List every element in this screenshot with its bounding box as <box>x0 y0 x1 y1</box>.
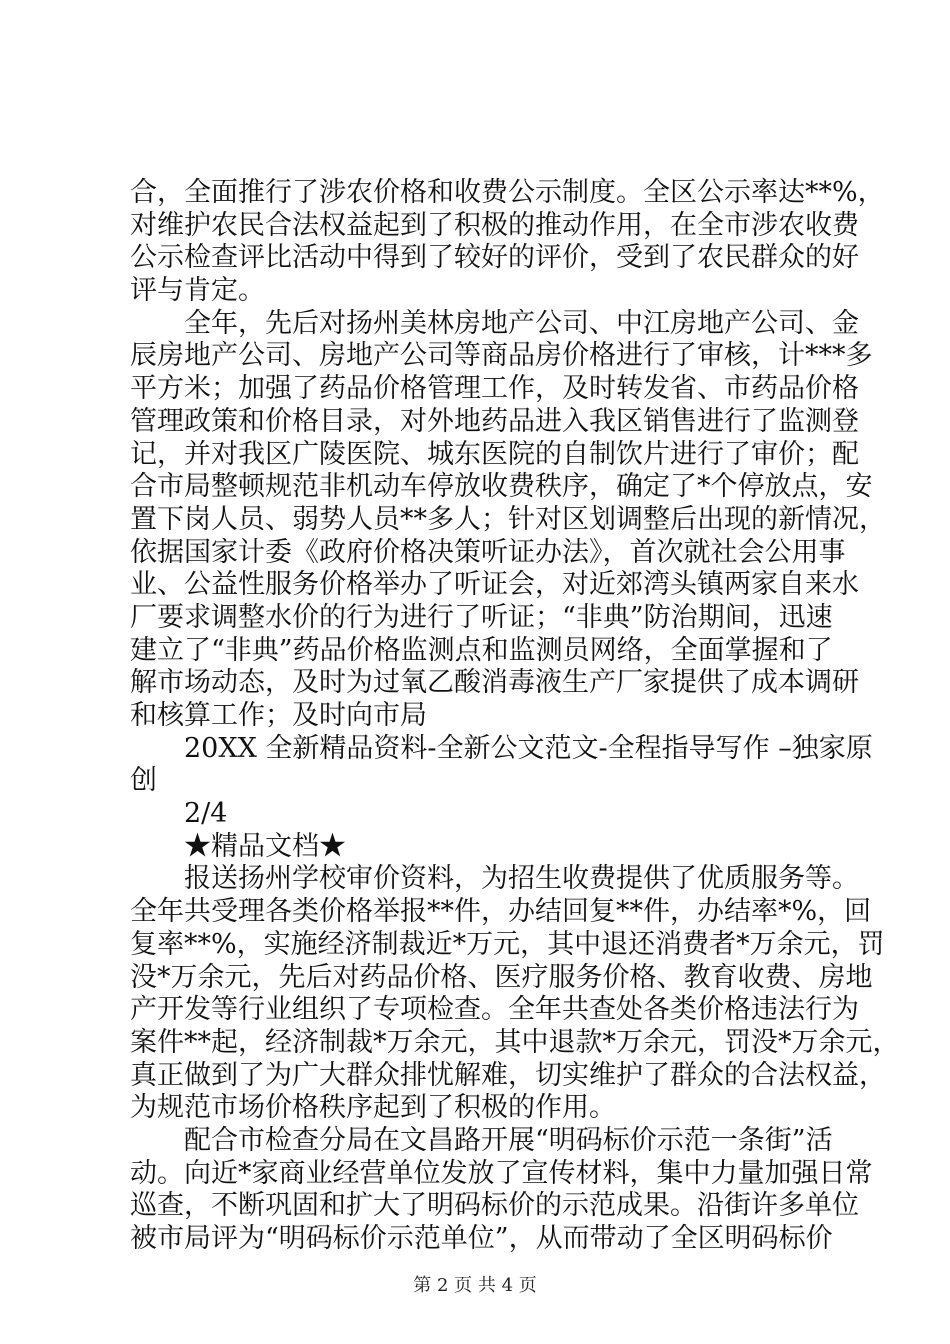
paragraph-line: 配合市检查分局在文昌路开展“明码标价示范一条街”活 <box>184 1125 833 1156</box>
page-fraction: 2/4 <box>184 798 228 829</box>
promo-line: 创 <box>130 765 157 796</box>
paragraph-line: 管理政策和价格目录，对外地药品进入我区销售进行了监测登 <box>130 406 859 437</box>
paragraph-line: 和核算工作；及时向市局 <box>130 700 427 731</box>
paragraph-line: 解市场动态，及时为过氧乙酸消毒液生产厂家提供了成本调研 <box>130 667 859 698</box>
paragraph-line: 真正做到了为广大群众排忧解难，切实维护了群众的合法权益， <box>130 1060 886 1091</box>
paragraph-line: 巡查，不断巩固和扩大了明码标价的示范成果。沿街许多单位 <box>130 1190 859 1221</box>
paragraph-line: 合，全面推行了涉农价格和收费公示制度。全区公示率达**%， <box>130 177 885 208</box>
paragraph-line: 依据国家计委《政府价格决策听证办法》，首次就社会公用事 <box>130 537 846 568</box>
paragraph-line: 案件**起，经济制裁*万余元，其中退款*万余元，罚没*万余元， <box>130 1027 900 1058</box>
paragraph-line: 复率**%，实施经济制裁近*万元，其中退还消费者*万余元，罚 <box>130 929 885 960</box>
paragraph-line: 被市局评为“明码标价示范单位”，从而带动了全区明码标价 <box>130 1223 833 1254</box>
paragraph-line: 厂要求调整水价的行为进行了听证；“非典”防治期间，迅速 <box>130 602 833 633</box>
paragraph-line: 评与肯定。 <box>130 275 265 306</box>
paragraph-line: 建立了“非典”药品价格监测点和监测员网络，全面掌握和了 <box>130 635 833 666</box>
paragraph-line: 产开发等行业组织了专项检查。全年共查处各类价格违法行为 <box>130 994 859 1025</box>
paragraph-line: 公示检查评比活动中得到了较好的评价，受到了农民群众的好 <box>130 242 859 273</box>
paragraph-line: 没*万余元，先后对药品价格、医疗服务价格、教育收费、房地 <box>130 962 873 993</box>
paragraph-line: 记，并对我区广陵医院、城东医院的自制饮片进行了审价；配 <box>130 439 859 470</box>
paragraph-line: 业、公益性服务价格举办了听证会，对近郊湾头镇两家自来水 <box>130 569 859 600</box>
promo-line: 20XX 全新精品资料-全新公文范文-全程指导写作 –独家原 <box>184 733 873 764</box>
paragraph-line: 全年共受理各类价格举报**件，办结回复**件，办结率*%，回 <box>130 896 872 927</box>
paragraph-line: 平方米；加强了药品价格管理工作，及时转发省、市药品价格 <box>130 373 859 404</box>
paragraph-line: 为规范市场价格秩序起到了积极的作用。 <box>130 1092 616 1123</box>
paragraph-line: 对维护农民合法权益起到了积极的推动作用，在全市涉农收费 <box>130 210 859 241</box>
doc-badge: ★精品文档★ <box>184 831 346 862</box>
paragraph-line: 报送扬州学校审价资料，为招生收费提供了优质服务等。 <box>184 863 859 894</box>
paragraph-line: 全年，先后对扬州美林房地产公司、中江房地产公司、金 <box>184 308 859 339</box>
paragraph-line: 合市局整顿规范非机动车停放收费秩序，确定了*个停放点，安 <box>130 471 873 502</box>
paragraph-line: 动。向近*家商业经营单位发放了宣传材料，集中力量加强日常 <box>130 1158 873 1189</box>
paragraph-line: 置下岗人员、弱势人员**多人；针对区划调整后出现的新情况， <box>130 504 886 535</box>
paragraph-line: 辰房地产公司、房地产公司等商品房价格进行了审核，计***多 <box>130 340 873 371</box>
page-footer: 第 2 页 共 4 页 <box>413 1275 537 1296</box>
